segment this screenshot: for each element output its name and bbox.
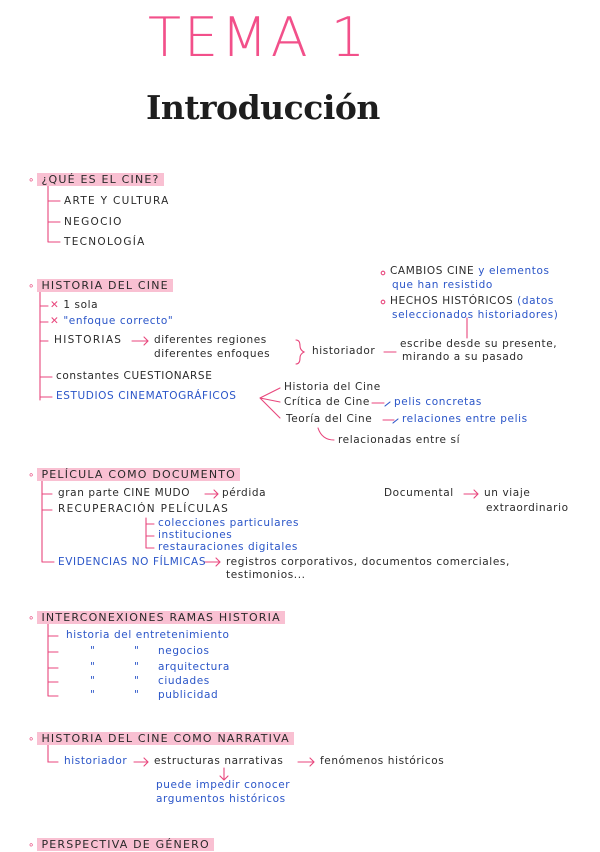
section-heading-que-es-el-cine: ∘ ¿QUÉ ES EL CINE? xyxy=(28,168,164,187)
cross-item-2: ✕ "enfoque correcto" xyxy=(50,315,174,327)
list-item: historia del entretenimiento xyxy=(66,629,230,641)
section-heading-narrativa: ∘ HISTORIA DEL CINE COMO NARRATIVA xyxy=(28,727,294,746)
page-title: TEMA 1 xyxy=(148,6,369,69)
enfoques-text: diferentes enfoques xyxy=(154,348,271,360)
registros-text-1: registros corporativos, documentos comerciales, xyxy=(226,556,510,568)
ditto-mark: " xyxy=(134,661,140,673)
restauraciones-text: restauraciones digitales xyxy=(158,541,298,553)
colecciones-text: colecciones particulares xyxy=(158,517,300,529)
ditto-mark: " xyxy=(134,689,140,701)
list-item: publicidad xyxy=(158,689,219,701)
puede-text-2: argumentos históricos xyxy=(156,793,286,805)
viaje-text-2: extraordinario xyxy=(486,502,569,514)
constantes-text: constantes CUESTIONARSE xyxy=(56,370,213,382)
list-item: negocios xyxy=(158,645,210,657)
instituciones-text: instituciones xyxy=(158,529,233,541)
page-subtitle: Introducción xyxy=(146,88,380,127)
ditto-mark: " xyxy=(90,645,96,657)
list-item: TECNOLOGÍA xyxy=(64,236,146,248)
hechos-historicos-line: HECHOS HISTÓRICOS (datos xyxy=(390,295,554,307)
ditto-mark: " xyxy=(134,675,140,687)
bullet-icon: ∘ xyxy=(28,734,38,745)
section-heading-pelicula-documento: ∘ PELÍCULA COMO DOCUMENTO xyxy=(28,463,240,482)
evidencias-text: EVIDENCIAS NO FÍLMICAS xyxy=(58,556,207,568)
list-item: arquitectura xyxy=(158,661,230,673)
ditto-mark: " xyxy=(90,661,96,673)
perdida-text: pérdida xyxy=(222,487,267,499)
cross-icon: ✕ xyxy=(50,315,64,327)
escribe-line-2: mirando a su pasado xyxy=(402,351,524,363)
cambios-cine-line: CAMBIOS CINE y elementos xyxy=(390,265,550,277)
historias-label: HISTORIAS xyxy=(54,334,123,346)
ditto-mark: " xyxy=(90,689,96,701)
teoria-line: Teoría del Cine xyxy=(286,413,373,425)
section-heading-historia-del-cine: ∘ HISTORIA DEL CINE xyxy=(28,274,173,293)
gran-parte-text: gran parte CINE MUDO xyxy=(58,487,191,499)
ditto-mark: " xyxy=(90,675,96,687)
estudios-cinematograficos: ESTUDIOS CINEMATOGRÁFICOS xyxy=(56,390,237,402)
recuperacion-text: RECUPERACIÓN PELÍCULAS xyxy=(58,503,230,515)
bullet-icon: ∘ xyxy=(28,470,38,481)
historiador-text: historiador xyxy=(64,755,128,767)
cross-icon: ✕ xyxy=(50,299,64,311)
historia-del-cine-text: Historia del Cine xyxy=(284,381,381,393)
critica-line: Crítica de Cine xyxy=(284,396,370,408)
escribe-line-1: escribe desde su presente, xyxy=(400,338,558,350)
list-item: ARTE Y CULTURA xyxy=(64,195,170,207)
critica-detail: pelis concretas xyxy=(394,396,482,408)
estructuras-text: estructuras narrativas xyxy=(154,755,284,767)
relacionadas-text: relacionadas entre sí xyxy=(338,434,461,446)
section-heading-perspectiva: ∘ PERSPECTIVA DE GÉNERO xyxy=(28,833,214,852)
hechos-historicos-line-2: seleccionados historiadores) xyxy=(392,309,559,321)
viaje-text-1: un viaje xyxy=(484,487,531,499)
bullet-icon: ∘ xyxy=(28,613,38,624)
cambios-cine-line-2: que han resistido xyxy=(392,279,493,291)
list-item: ciudades xyxy=(158,675,210,687)
documental-text: Documental xyxy=(384,487,454,499)
puede-text-1: puede impedir conocer xyxy=(156,779,291,791)
bullet-icon: ∘ xyxy=(28,840,38,851)
teoria-detail: relaciones entre pelis xyxy=(402,413,528,425)
list-item: NEGOCIO xyxy=(64,216,123,228)
ditto-mark: " xyxy=(134,645,140,657)
regiones-text: diferentes regiones xyxy=(154,334,267,346)
section-heading-interconexiones: ∘ INTERCONEXIONES RAMAS HISTORIA xyxy=(28,606,285,625)
historiador-text: historiador xyxy=(312,345,376,357)
fenomenos-text: fenómenos históricos xyxy=(320,755,445,767)
bullet-icon: ∘ xyxy=(28,175,38,186)
bullet-icon: ∘ xyxy=(28,281,38,292)
cross-item-1: ✕ 1 sola xyxy=(50,299,99,311)
registros-text-2: testimonios... xyxy=(226,569,306,581)
